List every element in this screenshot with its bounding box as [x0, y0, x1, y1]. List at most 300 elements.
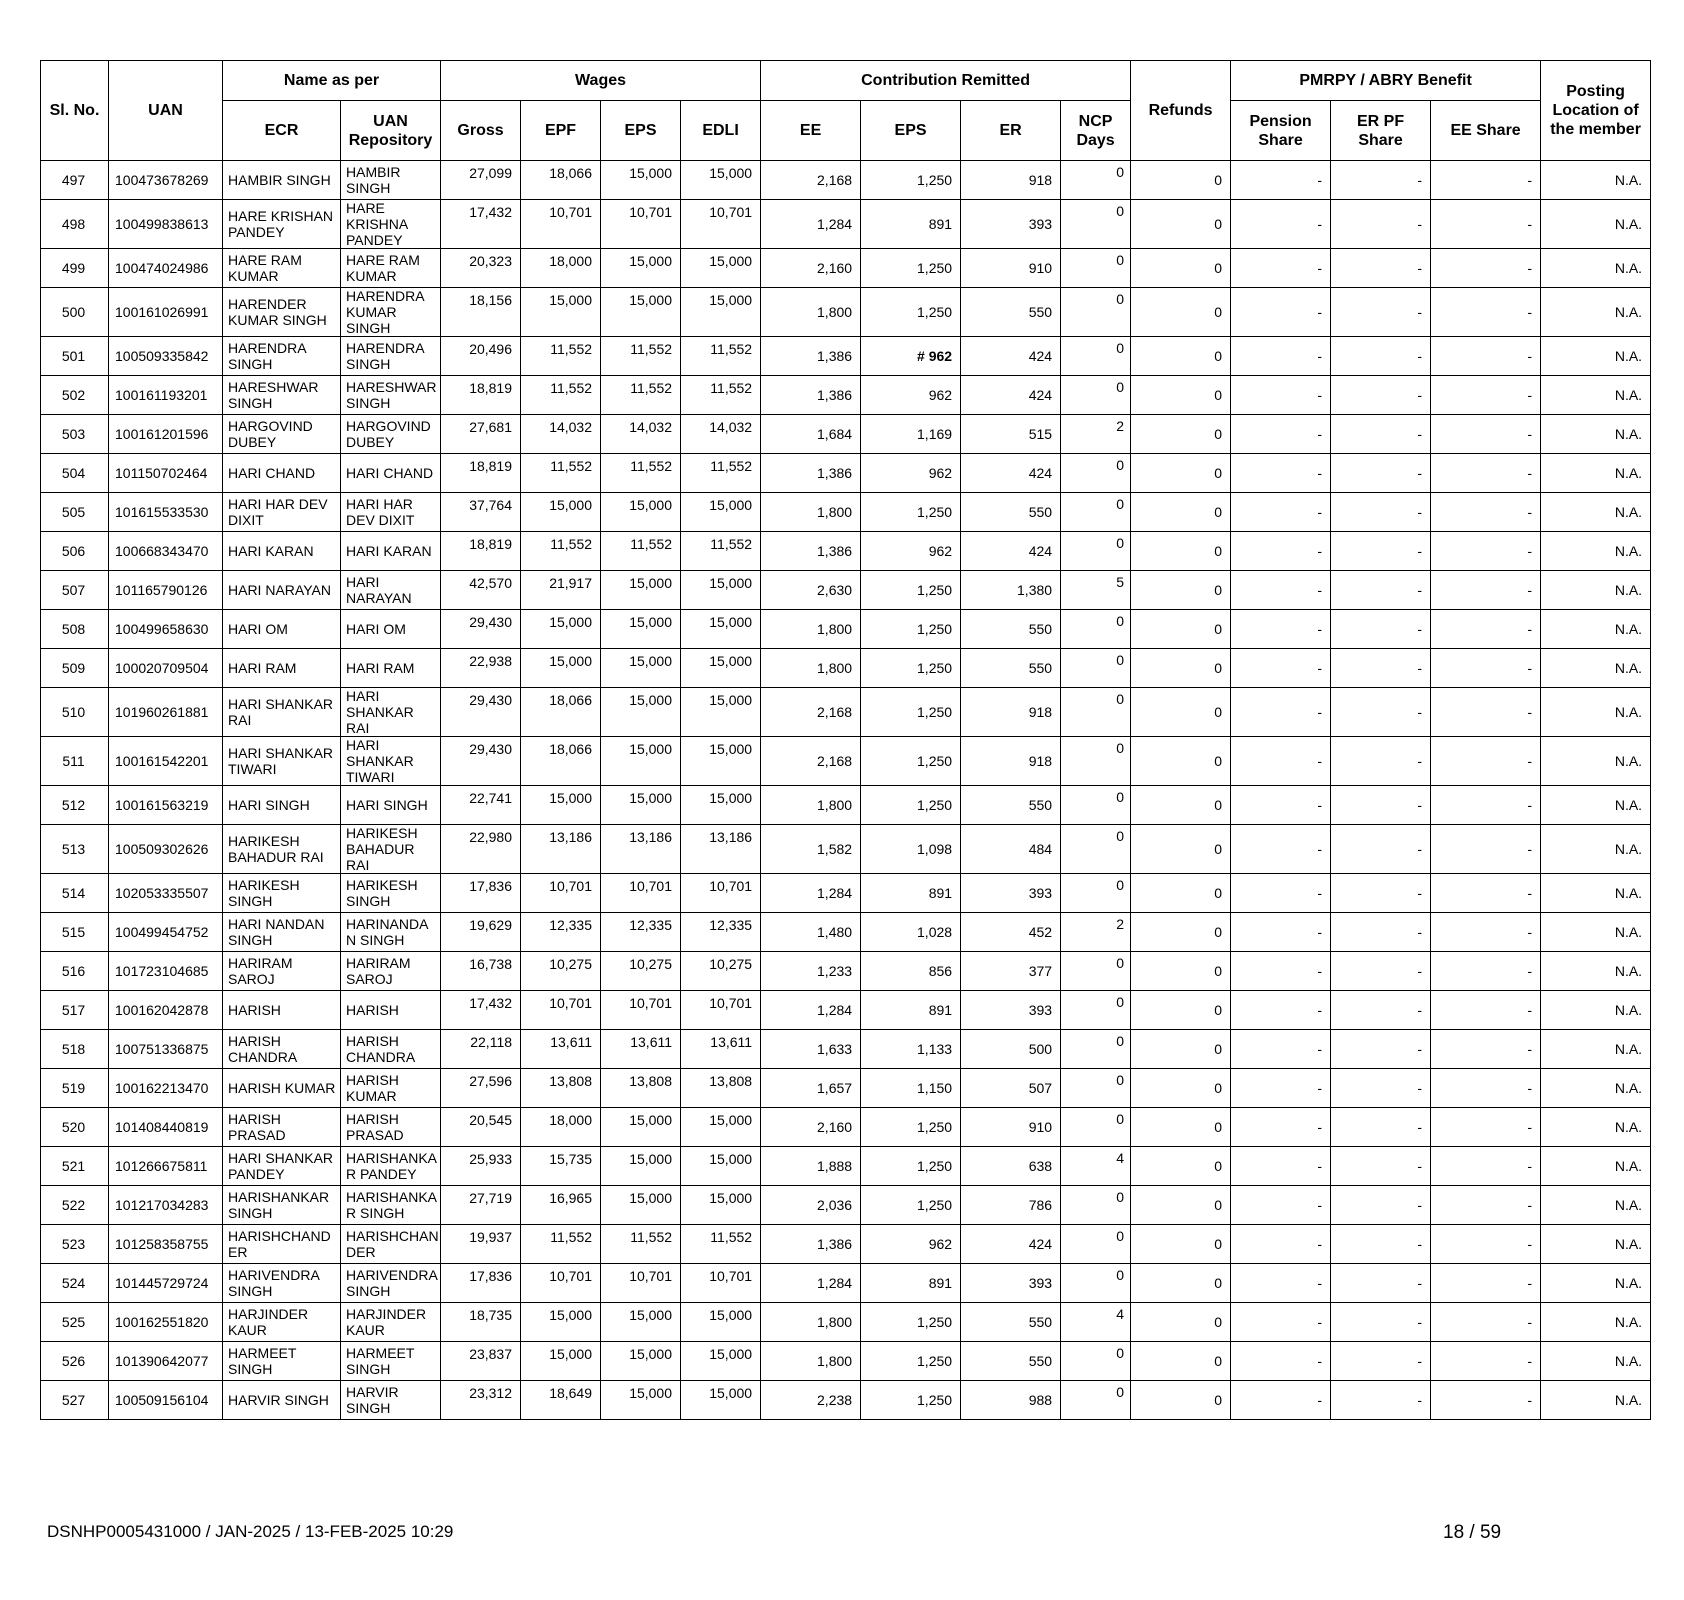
cell-eps: 15,000 — [601, 1186, 681, 1225]
cell-uan: 100499838613 — [109, 200, 223, 249]
cell-posting-location: N.A. — [1541, 1108, 1651, 1147]
cell-uan: 100161563219 — [109, 786, 223, 825]
table-row — [41, 649, 1651, 688]
cell-epf: 11,552 — [521, 337, 601, 376]
cell-er-pf-share: - — [1331, 737, 1431, 786]
cell-edli: 15,000 — [681, 1186, 761, 1225]
cell-ncp-days: 0 — [1061, 1186, 1131, 1225]
table-row — [41, 688, 1651, 737]
cell-sl-no: 499 — [41, 249, 109, 288]
cell-epf: 18,000 — [521, 1108, 601, 1147]
cell-epf: 14,032 — [521, 415, 601, 454]
cell-epf: 15,000 — [521, 1303, 601, 1342]
table-row — [41, 1303, 1651, 1342]
cell-edli: 15,000 — [681, 649, 761, 688]
cell-uan: 100499658630 — [109, 610, 223, 649]
cell-eps: 15,000 — [601, 649, 681, 688]
cell-eps: 11,552 — [601, 1225, 681, 1264]
cell-ee-share: - — [1431, 571, 1541, 610]
cell-ee-share: - — [1431, 288, 1541, 337]
cell-epf: 10,701 — [521, 991, 601, 1030]
cell-uan: 100751336875 — [109, 1030, 223, 1069]
cell-epf: 11,552 — [521, 376, 601, 415]
cell-uan: 100161542201 — [109, 737, 223, 786]
cell-er: 550 — [961, 1342, 1061, 1381]
cell-ncp-days: 4 — [1061, 1147, 1131, 1186]
cell-ee-share: - — [1431, 415, 1541, 454]
cell-posting-location: N.A. — [1541, 786, 1651, 825]
cell-ecr-name: HARISHCHAND ER — [223, 1225, 341, 1264]
cell-er: 918 — [961, 161, 1061, 200]
cell-ee-share: - — [1431, 649, 1541, 688]
cell-sl-no: 512 — [41, 786, 109, 825]
cell-ncp-days: 0 — [1061, 493, 1131, 532]
cell-uan: 100161201596 — [109, 415, 223, 454]
cell-sl-no: 508 — [41, 610, 109, 649]
cell-ee-share: - — [1431, 1108, 1541, 1147]
cell-ncp-days: 0 — [1061, 1381, 1131, 1420]
cell-repository-name: HARI NARAYAN — [341, 571, 441, 610]
cell-ee-share: - — [1431, 952, 1541, 991]
cell-ncp-days: 0 — [1061, 161, 1131, 200]
header-name-as-per: Name as per — [223, 61, 441, 101]
cell-ee: 2,160 — [761, 249, 861, 288]
cell-edli: 11,552 — [681, 1225, 761, 1264]
cell-contribution-eps: 1,250 — [861, 1342, 961, 1381]
cell-ncp-days: 0 — [1061, 288, 1131, 337]
cell-gross: 42,570 — [441, 571, 521, 610]
cell-refunds: 0 — [1131, 1186, 1231, 1225]
cell-ee: 1,284 — [761, 200, 861, 249]
cell-epf: 15,000 — [521, 610, 601, 649]
cell-pension-share: - — [1231, 161, 1331, 200]
cell-contribution-eps: 1,250 — [861, 688, 961, 737]
cell-edli: 11,552 — [681, 376, 761, 415]
cell-er-pf-share: - — [1331, 493, 1431, 532]
cell-repository-name: HARI SHANKAR RAI — [341, 688, 441, 737]
cell-er-pf-share: - — [1331, 161, 1431, 200]
cell-ncp-days: 0 — [1061, 532, 1131, 571]
cell-ecr-name: HARI NARAYAN — [223, 571, 341, 610]
cell-refunds: 0 — [1131, 610, 1231, 649]
cell-contribution-eps: 962 — [861, 454, 961, 493]
cell-pension-share: - — [1231, 913, 1331, 952]
header-pmrpy-abry: PMRPY / ABRY Benefit — [1231, 61, 1541, 101]
cell-gross: 27,099 — [441, 161, 521, 200]
cell-gross: 20,496 — [441, 337, 521, 376]
cell-posting-location: N.A. — [1541, 649, 1651, 688]
cell-ecr-name: HARIVENDRA SINGH — [223, 1264, 341, 1303]
cell-pension-share: - — [1231, 610, 1331, 649]
cell-repository-name: HARISHANKA R PANDEY — [341, 1147, 441, 1186]
cell-sl-no: 515 — [41, 913, 109, 952]
cell-ee-share: - — [1431, 1381, 1541, 1420]
cell-eps: 12,335 — [601, 913, 681, 952]
cell-posting-location: N.A. — [1541, 952, 1651, 991]
cell-gross: 27,719 — [441, 1186, 521, 1225]
cell-epf: 10,701 — [521, 200, 601, 249]
table-row — [41, 376, 1651, 415]
cell-eps: 13,186 — [601, 825, 681, 874]
cell-er-pf-share: - — [1331, 786, 1431, 825]
table-row — [41, 991, 1651, 1030]
cell-epf: 15,735 — [521, 1147, 601, 1186]
cell-sl-no: 520 — [41, 1108, 109, 1147]
cell-epf: 10,275 — [521, 952, 601, 991]
cell-uan: 102053335507 — [109, 874, 223, 913]
cell-epf: 12,335 — [521, 913, 601, 952]
cell-ncp-days: 0 — [1061, 874, 1131, 913]
cell-repository-name: HARISHCHAN DER — [341, 1225, 441, 1264]
cell-epf: 18,000 — [521, 249, 601, 288]
cell-edli: 15,000 — [681, 737, 761, 786]
cell-uan: 100161026991 — [109, 288, 223, 337]
header-ee-share: EE Share — [1431, 101, 1541, 161]
cell-ee-share: - — [1431, 688, 1541, 737]
cell-edli: 15,000 — [681, 786, 761, 825]
cell-ee: 1,386 — [761, 337, 861, 376]
cell-gross: 17,432 — [441, 991, 521, 1030]
cell-uan: 100162213470 — [109, 1069, 223, 1108]
cell-pension-share: - — [1231, 1186, 1331, 1225]
cell-contribution-eps: 1,169 — [861, 415, 961, 454]
cell-pension-share: - — [1231, 952, 1331, 991]
cell-pension-share: - — [1231, 1225, 1331, 1264]
header-sl-no: Sl. No. — [41, 61, 109, 161]
cell-ncp-days: 0 — [1061, 952, 1131, 991]
cell-gross: 18,156 — [441, 288, 521, 337]
cell-edli: 11,552 — [681, 532, 761, 571]
cell-refunds: 0 — [1131, 200, 1231, 249]
cell-pension-share: - — [1231, 571, 1331, 610]
cell-er: 550 — [961, 288, 1061, 337]
cell-epf: 15,000 — [521, 288, 601, 337]
cell-posting-location: N.A. — [1541, 1381, 1651, 1420]
table-row — [41, 1147, 1651, 1186]
cell-er: 515 — [961, 415, 1061, 454]
cell-posting-location: N.A. — [1541, 532, 1651, 571]
cell-er: 507 — [961, 1069, 1061, 1108]
cell-ee-share: - — [1431, 786, 1541, 825]
footer-document-ref: DSNHP0005431000 / JAN-2025 / 13-FEB-2025 10:29 — [47, 1522, 454, 1541]
cell-posting-location: N.A. — [1541, 337, 1651, 376]
cell-ecr-name: HARISH — [223, 991, 341, 1030]
cell-posting-location: N.A. — [1541, 376, 1651, 415]
cell-sl-no: 522 — [41, 1186, 109, 1225]
cell-eps: 13,808 — [601, 1069, 681, 1108]
cell-epf: 10,701 — [521, 874, 601, 913]
cell-posting-location: N.A. — [1541, 288, 1651, 337]
cell-edli: 11,552 — [681, 454, 761, 493]
header-pension-share: Pension Share — [1231, 101, 1331, 161]
cell-ncp-days: 0 — [1061, 737, 1131, 786]
cell-er: 1,380 — [961, 571, 1061, 610]
cell-edli: 10,701 — [681, 874, 761, 913]
cell-ee-share: - — [1431, 532, 1541, 571]
cell-er-pf-share: - — [1331, 610, 1431, 649]
cell-pension-share: - — [1231, 415, 1331, 454]
table-row — [41, 1342, 1651, 1381]
cell-pension-share: - — [1231, 376, 1331, 415]
cell-posting-location: N.A. — [1541, 874, 1651, 913]
cell-eps: 15,000 — [601, 249, 681, 288]
table-row — [41, 200, 1651, 249]
cell-er: 988 — [961, 1381, 1061, 1420]
cell-ee: 2,168 — [761, 737, 861, 786]
cell-refunds: 0 — [1131, 288, 1231, 337]
cell-ncp-days: 0 — [1061, 337, 1131, 376]
cell-ee: 2,630 — [761, 571, 861, 610]
cell-gross: 18,819 — [441, 532, 521, 571]
cell-sl-no: 503 — [41, 415, 109, 454]
cell-pension-share: - — [1231, 1342, 1331, 1381]
cell-er-pf-share: - — [1331, 376, 1431, 415]
cell-refunds: 0 — [1131, 1381, 1231, 1420]
cell-epf: 18,066 — [521, 161, 601, 200]
cell-ee-share: - — [1431, 913, 1541, 952]
cell-posting-location: N.A. — [1541, 571, 1651, 610]
cell-sl-no: 502 — [41, 376, 109, 415]
cell-pension-share: - — [1231, 991, 1331, 1030]
cell-eps: 11,552 — [601, 454, 681, 493]
cell-ncp-days: 0 — [1061, 786, 1131, 825]
cell-posting-location: N.A. — [1541, 161, 1651, 200]
table-row — [41, 1186, 1651, 1225]
cell-er: 424 — [961, 376, 1061, 415]
cell-posting-location: N.A. — [1541, 913, 1651, 952]
cell-ee-share: - — [1431, 737, 1541, 786]
cell-er: 550 — [961, 786, 1061, 825]
cell-repository-name: HARE KRISHNA PANDEY — [341, 200, 441, 249]
cell-er: 918 — [961, 737, 1061, 786]
cell-ncp-days: 2 — [1061, 913, 1131, 952]
cell-repository-name: HARIKESH BAHADUR RAI — [341, 825, 441, 874]
cell-sl-no: 500 — [41, 288, 109, 337]
header-eps: EPS — [601, 101, 681, 161]
table-row — [41, 825, 1651, 874]
cell-gross: 19,629 — [441, 913, 521, 952]
cell-ee-share: - — [1431, 249, 1541, 288]
table-row — [41, 161, 1651, 200]
cell-ncp-days: 0 — [1061, 688, 1131, 737]
cell-contribution-eps: 1,250 — [861, 493, 961, 532]
cell-pension-share: - — [1231, 1108, 1331, 1147]
cell-uan: 100509302626 — [109, 825, 223, 874]
cell-sl-no: 523 — [41, 1225, 109, 1264]
cell-repository-name: HARENDRA KUMAR SINGH — [341, 288, 441, 337]
cell-edli: 15,000 — [681, 288, 761, 337]
cell-er: 424 — [961, 532, 1061, 571]
cell-sl-no: 514 — [41, 874, 109, 913]
cell-er: 500 — [961, 1030, 1061, 1069]
cell-edli: 13,611 — [681, 1030, 761, 1069]
table-row — [41, 454, 1651, 493]
cell-edli: 15,000 — [681, 1108, 761, 1147]
header-contribution-remitted: Contribution Remitted — [761, 61, 1131, 101]
cell-ee: 1,800 — [761, 610, 861, 649]
cell-edli: 12,335 — [681, 913, 761, 952]
table-row — [41, 1381, 1651, 1420]
cell-repository-name: HARISH — [341, 991, 441, 1030]
cell-sl-no: 510 — [41, 688, 109, 737]
cell-gross: 22,741 — [441, 786, 521, 825]
cell-edli: 15,000 — [681, 493, 761, 532]
cell-epf: 15,000 — [521, 1342, 601, 1381]
cell-ncp-days: 0 — [1061, 1069, 1131, 1108]
cell-gross: 19,937 — [441, 1225, 521, 1264]
cell-gross: 18,819 — [441, 376, 521, 415]
cell-gross: 16,738 — [441, 952, 521, 991]
cell-gross: 22,980 — [441, 825, 521, 874]
cell-refunds: 0 — [1131, 415, 1231, 454]
cell-er-pf-share: - — [1331, 688, 1431, 737]
cell-contribution-eps: 891 — [861, 200, 961, 249]
cell-ee: 1,233 — [761, 952, 861, 991]
cell-posting-location: N.A. — [1541, 737, 1651, 786]
cell-ecr-name: HARIKESH BAHADUR RAI — [223, 825, 341, 874]
cell-edli: 13,186 — [681, 825, 761, 874]
cell-edli: 15,000 — [681, 688, 761, 737]
table-row — [41, 1069, 1651, 1108]
header-refunds: Refunds — [1131, 61, 1231, 161]
cell-repository-name: HARJINDER KAUR — [341, 1303, 441, 1342]
cell-sl-no: 511 — [41, 737, 109, 786]
cell-refunds: 0 — [1131, 1147, 1231, 1186]
cell-sl-no: 505 — [41, 493, 109, 532]
cell-posting-location: N.A. — [1541, 688, 1651, 737]
cell-eps: 14,032 — [601, 415, 681, 454]
cell-pension-share: - — [1231, 786, 1331, 825]
cell-refunds: 0 — [1131, 1342, 1231, 1381]
cell-ncp-days: 0 — [1061, 1342, 1131, 1381]
cell-ee: 1,684 — [761, 415, 861, 454]
cell-ee-share: - — [1431, 1342, 1541, 1381]
cell-ecr-name: HARI SINGH — [223, 786, 341, 825]
cell-edli: 15,000 — [681, 1381, 761, 1420]
cell-ncp-days: 0 — [1061, 249, 1131, 288]
cell-refunds: 0 — [1131, 1030, 1231, 1069]
cell-repository-name: HARIVENDRA SINGH — [341, 1264, 441, 1303]
cell-posting-location: N.A. — [1541, 1030, 1651, 1069]
cell-ee-share: - — [1431, 610, 1541, 649]
cell-contribution-eps: 1,250 — [861, 249, 961, 288]
cell-sl-no: 517 — [41, 991, 109, 1030]
cell-er: 638 — [961, 1147, 1061, 1186]
cell-gross: 18,819 — [441, 454, 521, 493]
cell-eps: 15,000 — [601, 737, 681, 786]
cell-repository-name: HARESHWAR SINGH — [341, 376, 441, 415]
cell-ee: 1,800 — [761, 288, 861, 337]
cell-ee-share: - — [1431, 337, 1541, 376]
cell-refunds: 0 — [1131, 649, 1231, 688]
cell-edli: 15,000 — [681, 1342, 761, 1381]
cell-er: 910 — [961, 249, 1061, 288]
cell-ee: 1,284 — [761, 1264, 861, 1303]
cell-posting-location: N.A. — [1541, 200, 1651, 249]
cell-uan: 100161193201 — [109, 376, 223, 415]
cell-epf: 11,552 — [521, 454, 601, 493]
cell-contribution-eps: 1,250 — [861, 1303, 961, 1342]
cell-epf: 18,066 — [521, 737, 601, 786]
cell-edli: 10,701 — [681, 1264, 761, 1303]
cell-refunds: 0 — [1131, 376, 1231, 415]
cell-eps: 15,000 — [601, 288, 681, 337]
cell-edli: 15,000 — [681, 610, 761, 649]
cell-contribution-eps: 1,250 — [861, 571, 961, 610]
cell-uan: 101165790126 — [109, 571, 223, 610]
cell-repository-name: HARINANDA N SINGH — [341, 913, 441, 952]
cell-ee: 1,284 — [761, 874, 861, 913]
cell-er-pf-share: - — [1331, 1264, 1431, 1303]
cell-ecr-name: HAMBIR SINGH — [223, 161, 341, 200]
cell-ecr-name: HARI RAM — [223, 649, 341, 688]
cell-eps: 10,275 — [601, 952, 681, 991]
cell-contribution-eps: 1,250 — [861, 786, 961, 825]
cell-ee: 2,238 — [761, 1381, 861, 1420]
cell-eps: 10,701 — [601, 991, 681, 1030]
cell-ecr-name: HARI OM — [223, 610, 341, 649]
cell-refunds: 0 — [1131, 1264, 1231, 1303]
cell-pension-share: - — [1231, 249, 1331, 288]
header-ecr: ECR — [223, 101, 341, 161]
cell-ecr-name: HARI HAR DEV DIXIT — [223, 493, 341, 532]
table-body — [41, 161, 1651, 1420]
table-row — [41, 415, 1651, 454]
cell-eps: 10,701 — [601, 874, 681, 913]
cell-eps: 15,000 — [601, 1342, 681, 1381]
cell-sl-no: 525 — [41, 1303, 109, 1342]
cell-refunds: 0 — [1131, 825, 1231, 874]
cell-epf: 21,917 — [521, 571, 601, 610]
cell-ee: 1,657 — [761, 1069, 861, 1108]
cell-posting-location: N.A. — [1541, 1186, 1651, 1225]
cell-contribution-eps: 856 — [861, 952, 961, 991]
header-gross: Gross — [441, 101, 521, 161]
header-epf: EPF — [521, 101, 601, 161]
cell-ee: 1,386 — [761, 532, 861, 571]
cell-er-pf-share: - — [1331, 1108, 1431, 1147]
cell-contribution-eps: 1,028 — [861, 913, 961, 952]
cell-refunds: 0 — [1131, 337, 1231, 376]
cell-pension-share: - — [1231, 1303, 1331, 1342]
cell-refunds: 0 — [1131, 571, 1231, 610]
cell-uan: 101408440819 — [109, 1108, 223, 1147]
cell-er-pf-share: - — [1331, 337, 1431, 376]
cell-eps: 15,000 — [601, 610, 681, 649]
cell-sl-no: 498 — [41, 200, 109, 249]
cell-contribution-eps: 1,250 — [861, 288, 961, 337]
cell-sl-no: 504 — [41, 454, 109, 493]
table-row — [41, 493, 1651, 532]
cell-ee: 1,386 — [761, 1225, 861, 1264]
cell-ncp-days: 0 — [1061, 649, 1131, 688]
table-row — [41, 1108, 1651, 1147]
cell-contribution-eps: 962 — [861, 376, 961, 415]
cell-uan: 100509156104 — [109, 1381, 223, 1420]
cell-ecr-name: HARIKESH SINGH — [223, 874, 341, 913]
cell-er-pf-share: - — [1331, 571, 1431, 610]
cell-er: 393 — [961, 874, 1061, 913]
cell-sl-no: 521 — [41, 1147, 109, 1186]
cell-ecr-name: HARI SHANKAR PANDEY — [223, 1147, 341, 1186]
table-row — [41, 1264, 1651, 1303]
cell-ncp-days: 0 — [1061, 1108, 1131, 1147]
cell-epf: 10,701 — [521, 1264, 601, 1303]
cell-repository-name: HARI SINGH — [341, 786, 441, 825]
cell-repository-name: HARENDRA SINGH — [341, 337, 441, 376]
cell-repository-name: HARI SHANKAR TIWARI — [341, 737, 441, 786]
table-row — [41, 874, 1651, 913]
